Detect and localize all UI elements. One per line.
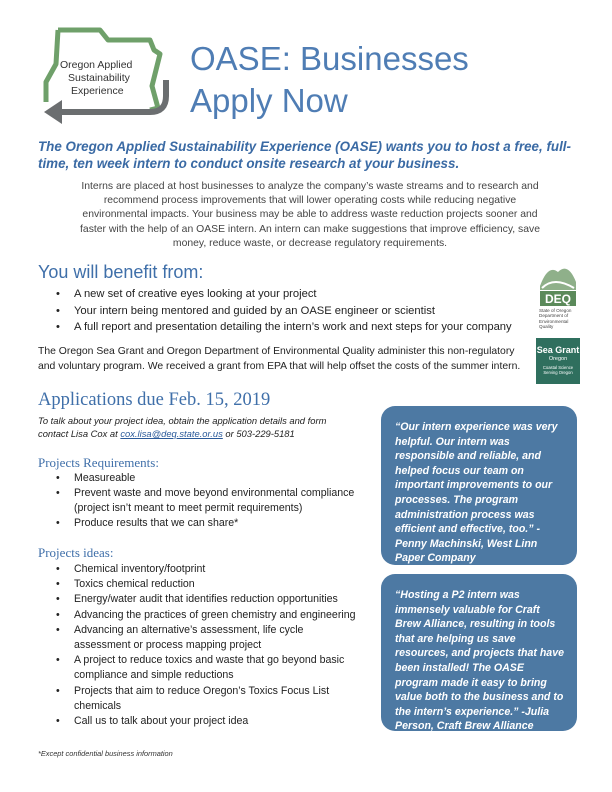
logo-text-3: Experience xyxy=(71,85,124,97)
sea-grant-logo xyxy=(536,338,580,384)
footnote: *Except confidential business information xyxy=(38,749,173,758)
deq-sub: State of Oregon Department of Environmental Quality xyxy=(539,308,572,330)
deq-logo xyxy=(538,258,578,336)
ideas-heading: Projects ideas: xyxy=(38,545,114,560)
contact-suffix: or 503-229-5181 xyxy=(222,428,295,440)
list-item: • A full report and presentation detailing the intern’s work and next steps for your company xyxy=(56,319,526,336)
applications-heading: Applications due Feb. 15, 2019 xyxy=(38,390,271,410)
testimonial-quote: “Our intern experience was very helpful. Our intern was responsible and reliable, and helped focus our team on important improvements to our processes. The program administration process was efficient and effective, too.” -Penny Machinski, West Linn Paper Company xyxy=(381,406,577,565)
list-item: • Measureable xyxy=(56,471,356,486)
contact-info xyxy=(38,414,358,441)
list-item: • Call us to talk about your project idea xyxy=(56,714,356,729)
logo-text-2: Sustainability xyxy=(68,72,130,84)
seagrant-state: Oregon xyxy=(548,356,568,362)
benefits-list xyxy=(56,286,526,336)
page-title xyxy=(190,38,590,122)
logo-text-1: Oregon Applied xyxy=(60,59,133,71)
requirements-heading: Projects Requirements: xyxy=(38,455,159,470)
oase-logo xyxy=(38,24,188,132)
requirements-list xyxy=(56,471,356,531)
list-item: • Your intern being mentored and guided by an OASE engineer or scientist xyxy=(56,303,526,320)
testimonial-quote: “Hosting a P2 intern was immensely valuable for Craft Brew Alliance, resulting in tools that are helping us save resources, and projects that have been installed! The OASE program made it easy to bring value both to the business and to the intern’s experience.” -Julia Person, Craft Brew Alliance xyxy=(381,574,577,731)
list-item: • A new set of creative eyes looking at your project xyxy=(56,286,526,303)
list-item: • Produce results that we can share* xyxy=(56,516,356,531)
list-item: • Advancing the practices of green chemistry and engineering xyxy=(56,608,356,623)
intro-body: Interns are placed at host businesses to analyze the company’s waste streams and to research and recommend process improvements that will lower operating costs while reducing negative environmental impacts. Your business may be able to address waste reduction projects sooner and faster with the help of an OASE intern. An intern can make suggestions that improve efficiency, save money, reduce waste, or decrease regulatory requirements. xyxy=(80,181,540,249)
seagrant-sub: Coastal Science Serving Oregon xyxy=(542,365,574,375)
benefits-heading: You will benefit from: xyxy=(38,262,204,282)
list-item: • Advancing an alternative’s assessment, life cycle assessment or process mapping project xyxy=(56,623,356,653)
contact-prefix: To talk about your project idea, obtain the application details and form contact Lisa Cox at xyxy=(38,415,327,440)
title-line-1: OASE: Businesses xyxy=(190,40,469,77)
list-item: • Chemical inventory/footprint xyxy=(56,562,356,577)
program-description: The Oregon Sea Grant and Oregon Department of Environmental Quality administer this non-regulatory and voluntary program. We received a grant from EPA that will help offset the costs of the summer intern. xyxy=(38,346,521,372)
title-line-2: Apply Now xyxy=(190,82,348,119)
list-item: • Projects that aim to reduce Oregon’s Toxics Focus List chemicals xyxy=(56,684,356,714)
seagrant-label: Sea Grant xyxy=(536,345,580,355)
list-item: • A project to reduce toxics and waste that go beyond basic compliance and simple reductions xyxy=(56,653,356,683)
list-item: • Prevent waste and move beyond environmental compliance (project isn’t meant to meet permit requirements) xyxy=(56,486,356,516)
deq-label: DEQ xyxy=(544,292,572,306)
ideas-list xyxy=(56,562,356,729)
list-item: • Energy/water audit that identifies reduction opportunities xyxy=(56,592,356,607)
email-link[interactable]: cox.lisa@deq.state.or.us xyxy=(120,428,223,440)
list-item: • Toxics chemical reduction xyxy=(56,577,356,592)
intro-lead: The Oregon Applied Sustainability Experience (OASE) wants you to host a free, full-time, ten week intern to conduct onsite research at your business. xyxy=(38,139,571,171)
